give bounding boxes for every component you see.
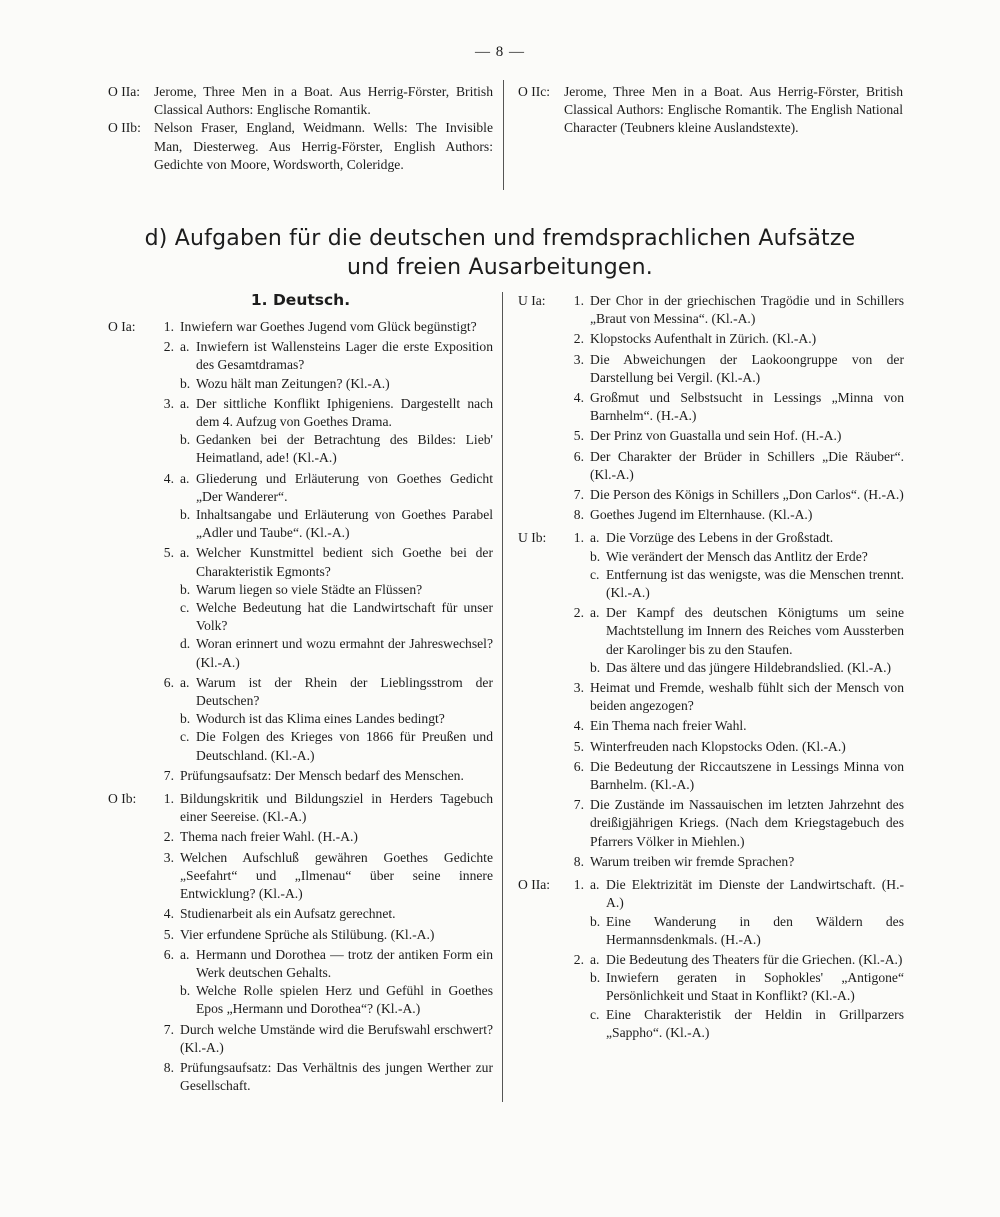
task-body <box>180 1021 493 1057</box>
sub-task-text: Hermann und Dorothea — trotz der antiken Form ein Werk deutschen Gehalts. <box>196 946 493 980</box>
task-item <box>152 849 493 904</box>
task-text: Prüfungsaufsatz: Das Verhältnis des jungen Werther zur Gesellschaft. <box>180 1059 493 1094</box>
task-number: 1. <box>573 293 584 308</box>
task-body <box>180 338 493 393</box>
task-body <box>180 849 493 904</box>
task-body <box>180 470 493 543</box>
task-body <box>180 946 493 1019</box>
task-number: 7. <box>163 1021 174 1037</box>
sub-task <box>590 876 904 912</box>
task-text: Heimat und Fremde, weshalb fühlt sich der Mensch von beiden angezogen? <box>590 680 904 714</box>
task-item <box>152 395 493 468</box>
class-label: O IIa: <box>518 877 551 893</box>
task-text: Der Prinz von Guastalla und sein Hof. (H.-A.) <box>590 428 842 444</box>
task-item <box>152 828 493 846</box>
task-group <box>518 876 904 1044</box>
sub-task <box>180 982 493 1018</box>
task-item <box>152 674 493 765</box>
task-text: Großmut und Selbstsucht in Lessings „Minna von Barnhelm“. (H.-A.) <box>590 390 904 424</box>
sub-task <box>180 470 493 506</box>
task-text: Winterfreuden nach Klopstocks Oden. (Kl.-A.) <box>590 738 846 754</box>
sub-task <box>180 431 493 467</box>
sub-task-letter: a. <box>590 877 600 893</box>
deutsch-right-column <box>518 292 904 1044</box>
sub-task <box>180 635 493 671</box>
section-heading-line1: d) Aufgaben für die deutschen und fremdsprachlichen Aufsätze <box>144 226 856 251</box>
task-number: 4. <box>573 718 584 734</box>
task-text: Welchen Aufschluß gewähren Goethes Gedichte „Seefahrt“ und „Ilmenau“ über seine innere Entwicklung? (Kl.-A.) <box>180 849 493 902</box>
reading-text: Nelson Fraser, England, Weidmann. Wells: The Invisible Man, Diesterweg. Aus Herrig-Förster, English Authors: Gedichte von Moore, Wordsworth, Coleridge. <box>154 120 493 172</box>
sub-task-letter: b. <box>180 507 191 523</box>
section-heading <box>0 224 1000 282</box>
left-groups <box>108 318 493 1097</box>
sub-task-letter: c. <box>590 1006 600 1022</box>
sub-task-text: Die Vorzüge des Lebens in der Großstadt. <box>606 530 834 546</box>
task-item <box>152 318 493 336</box>
task-body <box>590 717 904 735</box>
task-text: Die Person des Königs in Schillers „Don Carlos“. (H.-A.) <box>590 487 904 503</box>
subsection-title: 1. Deutsch. <box>250 291 351 309</box>
task-body <box>590 389 904 425</box>
task-body <box>180 926 493 944</box>
sub-task-text: Wie verändert der Mensch das Antlitz der Erde? <box>606 548 868 564</box>
task-item <box>562 876 904 949</box>
sub-task <box>180 338 493 374</box>
task-body <box>590 951 904 1042</box>
sub-task-letter: b. <box>180 983 191 999</box>
task-body <box>590 292 904 328</box>
sub-task <box>590 659 904 677</box>
task-number: 2. <box>163 829 174 845</box>
task-list <box>562 292 904 526</box>
task-body <box>590 876 904 949</box>
sub-task-letter: b. <box>590 970 601 986</box>
sub-task-text: Warum liegen so viele Städte an Flüssen? <box>196 581 423 597</box>
sub-task-text: Eine Charakteristik der Heldin in Grillparzers „Sappho“. (Kl.-A.) <box>606 1006 904 1040</box>
sub-task-letter: b. <box>590 913 601 929</box>
task-number: 1. <box>573 530 584 546</box>
task-text: Ein Thema nach freier Wahl. <box>590 718 747 734</box>
sub-task <box>180 581 493 599</box>
task-number: 6. <box>163 674 174 690</box>
task-item <box>562 853 904 871</box>
task-item <box>152 544 493 671</box>
sub-task <box>180 544 493 580</box>
sub-task <box>180 946 493 982</box>
task-number: 4. <box>573 390 584 406</box>
sub-task-text: Entfernung ist das wenigste, was die Menschen trennt. (Kl.-A.) <box>606 566 904 601</box>
task-item <box>152 946 493 1019</box>
sub-task-letter: c. <box>180 729 190 745</box>
task-body <box>180 318 493 336</box>
sub-task-letter: a. <box>180 545 190 561</box>
task-number: 2. <box>573 605 584 621</box>
sub-task <box>590 548 904 566</box>
sub-task <box>590 1006 904 1042</box>
task-number: 6. <box>163 946 174 962</box>
sub-task-text: Gedanken bei der Betrachtung des Bildes: Lieb' Heimatland, ade! (Kl.-A.) <box>196 432 493 466</box>
task-number: 8. <box>163 1059 174 1075</box>
sub-task-letter: a. <box>590 605 600 621</box>
task-item <box>562 330 904 348</box>
sub-task <box>180 375 493 393</box>
sub-task <box>180 395 493 431</box>
task-group <box>518 292 904 526</box>
sub-task <box>180 728 493 764</box>
sub-task-letter: b. <box>590 659 601 675</box>
sub-task-text: Die Folgen des Krieges von 1866 für Preußen und Deutschland. (Kl.-A.) <box>196 729 493 763</box>
task-item <box>562 738 904 756</box>
task-number: 3. <box>573 680 584 696</box>
sub-task-letter: a. <box>180 946 190 962</box>
task-number: 7. <box>163 767 174 783</box>
sub-task-letter: a. <box>180 674 190 690</box>
reading-entry <box>108 83 493 119</box>
sub-task-text: Der sittliche Konflikt Iphigeniens. Dargestellt nach dem 4. Aufzug von Goethes Drama. <box>196 395 493 430</box>
class-label: O Ia: <box>108 319 136 334</box>
class-label: U Ia: <box>518 293 546 308</box>
task-number: 7. <box>573 797 584 813</box>
sub-task-text: Warum ist der Rhein der Lieblingsstrom der Deutschen? <box>196 674 493 709</box>
task-number: 5. <box>163 545 174 561</box>
task-body <box>590 738 904 756</box>
sub-task-text: Die Elektrizität im Dienste der Landwirtschaft. (H.-A.) <box>606 877 904 911</box>
sub-task <box>590 604 904 659</box>
sub-task-text: Wozu hält man Zeitungen? (Kl.-A.) <box>196 375 390 391</box>
task-number: 5. <box>163 926 174 942</box>
sub-task-letter: b. <box>180 711 191 727</box>
task-number: 4. <box>163 906 174 922</box>
task-item <box>562 717 904 735</box>
reading-entry <box>518 83 903 138</box>
sub-task-text: Inwiefern geraten in Sophokles' „Antigone“ Persönlichkeit und Staat in Konflikt? (Kl.-A.) <box>606 970 904 1004</box>
sub-task-letter: a. <box>180 470 190 486</box>
task-body <box>590 853 904 871</box>
task-body <box>180 1059 493 1095</box>
sub-task-letter: a. <box>180 339 190 355</box>
task-number: 8. <box>573 507 584 523</box>
task-group <box>518 529 904 873</box>
task-number: 3. <box>573 351 584 367</box>
class-label: O Ib: <box>108 791 137 807</box>
task-text: Der Charakter der Brüder in Schillers „Die Räuber“. (Kl.-A.) <box>590 448 904 482</box>
task-text: Goethes Jugend im Elternhause. (Kl.-A.) <box>590 507 813 523</box>
task-number: 2. <box>573 331 584 347</box>
task-body <box>590 330 904 348</box>
task-body <box>180 395 493 468</box>
readings-right <box>518 83 903 138</box>
task-body <box>590 486 904 504</box>
task-item <box>562 604 904 677</box>
sub-task <box>590 529 904 547</box>
task-text: Klopstocks Aufenthalt in Zürich. (Kl.-A.) <box>590 331 817 347</box>
page-number: — 8 — <box>475 44 525 60</box>
task-number: 2. <box>163 339 174 355</box>
task-body <box>180 905 493 923</box>
task-item <box>562 529 904 602</box>
sub-task-letter: c. <box>180 600 190 616</box>
sub-task-letter: b. <box>590 548 601 564</box>
task-body <box>590 351 904 387</box>
task-text: Die Zustände im Nassauischen im letzten Jahrzehnt des dreißigjährigen Kriegs. (Nach dem Kriegstagebuch des Pfarrers Völker in Miehlen.) <box>590 797 904 849</box>
sub-task-text: Woran erinnert und wozu ermahnt der Jahreswechsel? (Kl.-A.) <box>196 636 493 670</box>
readings-left <box>108 83 493 174</box>
task-item <box>562 679 904 715</box>
right-groups <box>518 292 904 1044</box>
sub-task-text: Welcher Kunstmittel bedient sich Goethe bei der Charakteristik Egmonts? <box>196 545 493 579</box>
task-body <box>180 767 493 785</box>
class-label: O IIa: <box>108 84 141 99</box>
sub-task <box>180 674 493 710</box>
reading-text: Jerome, Three Men in a Boat. Aus Herrig-Förster, British Classical Authors: Englische Romantik. <box>154 84 493 118</box>
sub-task-letter: b. <box>180 432 191 448</box>
task-list <box>152 318 493 787</box>
sub-task <box>590 566 904 602</box>
task-text: Vier erfundene Sprüche als Stilübung. (Kl.-A.) <box>180 926 435 942</box>
task-body <box>180 790 493 826</box>
task-body <box>590 448 904 484</box>
sub-task <box>180 710 493 728</box>
task-item <box>562 796 904 851</box>
task-text: Warum treiben wir fremde Sprachen? <box>590 853 795 869</box>
task-group <box>108 790 493 1097</box>
section-heading-line2: und freien Ausarbeitungen. <box>346 255 653 280</box>
reading-text: Jerome, Three Men in a Boat. Aus Herrig-Förster, British Classical Authors: Englische Romantik. The English National Character (Teubners kleine Auslandstexte). <box>564 84 903 136</box>
sub-task <box>590 913 904 949</box>
task-body <box>180 674 493 765</box>
task-item <box>562 427 904 445</box>
task-body <box>590 679 904 715</box>
sub-task-text: Eine Wanderung in den Wäldern des Hermannsdenkmals. (H.-A.) <box>606 913 904 947</box>
sub-task-text: Der Kampf des deutschen Königtums um seine Machtstellung im Innern des Reiches vom Aussterben der Karolinger bis zu den Staufen. <box>606 605 904 657</box>
sub-task-text: Die Bedeutung des Theaters für die Griechen. (Kl.-A.) <box>606 951 903 967</box>
sub-task-text: Wodurch ist das Klima eines Landes bedingt? <box>196 711 445 727</box>
task-number: 1. <box>163 791 174 807</box>
task-text: Thema nach freier Wahl. (H.-A.) <box>180 829 358 845</box>
task-number: 6. <box>573 758 584 774</box>
task-item <box>562 389 904 425</box>
task-body <box>180 544 493 671</box>
task-number: 6. <box>573 448 584 464</box>
task-group <box>108 318 493 787</box>
sub-task-letter: b. <box>180 581 191 597</box>
task-text: Durch welche Umstände wird die Berufswahl erschwert? (Kl.-A.) <box>180 1021 493 1055</box>
task-item <box>562 292 904 328</box>
sub-task-letter: c. <box>590 566 600 582</box>
task-number: 4. <box>163 470 174 486</box>
sub-task <box>590 951 904 969</box>
column-divider-main <box>502 292 503 1102</box>
task-number: 5. <box>573 738 584 754</box>
task-text: Prüfungsaufsatz: Der Mensch bedarf des Menschen. <box>180 767 464 783</box>
task-item <box>152 767 493 785</box>
sub-task-letter: a. <box>590 951 600 967</box>
task-text: Inwiefern war Goethes Jugend vom Glück begünstigt? <box>180 319 477 334</box>
task-number: 5. <box>573 428 584 444</box>
task-body <box>180 828 493 846</box>
task-number: 8. <box>573 853 584 869</box>
task-item <box>562 351 904 387</box>
task-number: 3. <box>163 849 174 865</box>
sub-task-text: Inwiefern ist Wallensteins Lager die erste Exposition des Gesamtdramas? <box>196 339 493 373</box>
sub-task-letter: b. <box>180 375 191 391</box>
task-text: Bildungskritik und Bildungsziel in Herders Tagebuch einer Seereise. (Kl.-A.) <box>180 791 493 825</box>
sub-task-letter: a. <box>180 395 190 411</box>
task-text: Die Abweichungen der Laokoongruppe von der Darstellung bei Vergil. (Kl.-A.) <box>590 351 904 385</box>
sub-task-text: Welche Bedeutung hat die Landwirtschaft für unser Volk? <box>196 600 493 634</box>
class-label: U Ib: <box>518 530 547 546</box>
column-divider-top <box>503 80 504 190</box>
sub-task <box>180 599 493 635</box>
task-body <box>590 796 904 851</box>
task-item <box>562 448 904 484</box>
sub-task-letter: a. <box>590 530 600 546</box>
task-item <box>562 506 904 524</box>
task-item <box>152 470 493 543</box>
task-number: 1. <box>163 319 174 334</box>
reading-entry <box>108 119 493 174</box>
task-body <box>590 529 904 602</box>
class-label: O IIb: <box>108 120 141 136</box>
task-item <box>152 1021 493 1057</box>
task-list <box>152 790 493 1097</box>
task-body <box>590 506 904 524</box>
sub-task-letter: d. <box>180 636 191 652</box>
sub-task <box>590 969 904 1005</box>
task-item <box>562 951 904 1042</box>
task-item <box>152 790 493 826</box>
task-item <box>152 338 493 393</box>
task-body <box>590 604 904 677</box>
task-item <box>152 1059 493 1095</box>
task-item <box>562 758 904 794</box>
task-item <box>152 926 493 944</box>
task-list <box>562 876 904 1044</box>
task-number: 7. <box>573 487 584 503</box>
task-number: 2. <box>573 951 584 967</box>
sub-task-text: Das ältere und das jüngere Hildebrandslied. (Kl.-A.) <box>606 659 891 675</box>
task-number: 3. <box>163 395 174 411</box>
task-item <box>152 905 493 923</box>
task-text: Die Bedeutung der Riccautszene in Lessings Minna von Barnhelm. (Kl.-A.) <box>590 758 904 793</box>
sub-task-text: Welche Rolle spielen Herz und Gefühl in Goethes Epos „Hermann und Dorothea“? (Kl.-A.) <box>196 983 493 1017</box>
task-text: Studienarbeit als ein Aufsatz gerechnet. <box>180 906 396 922</box>
task-item <box>562 486 904 504</box>
task-text: Der Chor in der griechischen Tragödie und in Schillers „Braut von Messina“. (Kl.-A.) <box>590 293 904 327</box>
task-list <box>562 529 904 873</box>
deutsch-left-column <box>108 290 493 1097</box>
sub-task-text: Gliederung und Erläuterung von Goethes Gedicht „Der Wanderer“. <box>196 470 493 504</box>
task-number: 1. <box>573 877 584 893</box>
class-label: O IIc: <box>518 84 551 99</box>
sub-task <box>180 506 493 542</box>
task-body <box>590 427 904 445</box>
task-body <box>590 758 904 794</box>
sub-task-text: Inhaltsangabe und Erläuterung von Goethes Parabel „Adler und Taube“. (Kl.-A.) <box>196 507 493 541</box>
